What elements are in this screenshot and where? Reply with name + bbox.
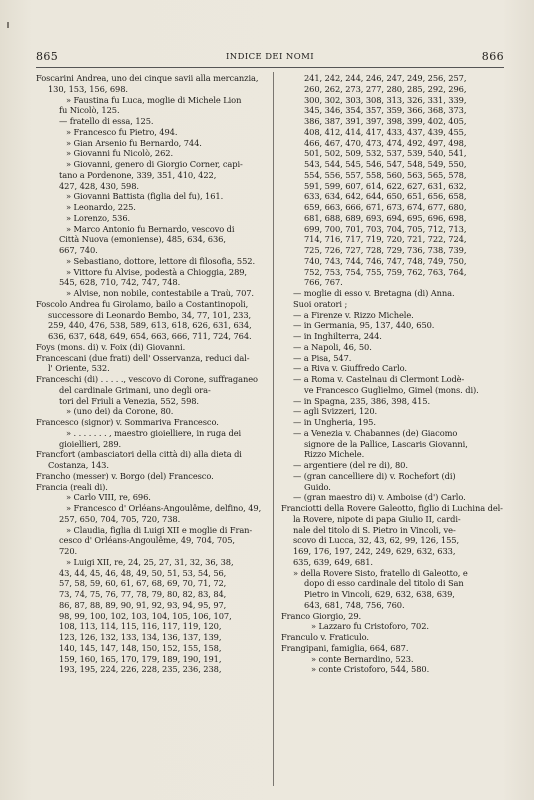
right-entry-line: » conte Cristoforo, 544, 580. (311, 664, 430, 675)
left-entry-line: — fratello di essa, 125. (59, 116, 154, 126)
right-entry-line: Suoi oratori ; (293, 298, 348, 309)
right-entry-line: nale del titolo di S. Pietro in Vincoli, ve- (293, 524, 456, 535)
page-number-right: 866 (481, 50, 504, 63)
right-entry-line: Franculo v. Fraticulo. (281, 632, 369, 642)
left-entry-line: » Giovanni fu Nicolò, 262. (66, 148, 174, 159)
left-entry-line: cesco d' Orléans-Angoulême, 49, 704, 705, (59, 535, 235, 546)
left-entry-line: 43, 44, 45, 46, 48, 49, 50, 51, 53, 54, 56, (59, 567, 227, 578)
left-entry-line: » Giovanni, genero di Giorgio Corner, capi- (66, 159, 243, 169)
right-entry-line: — (gran maestro di) v. Amboise (d') Carlo. (293, 492, 466, 503)
left-entry-line: 545, 628, 710, 742, 747, 748. (59, 277, 181, 288)
right-entry-line: scovo di Lucca, 32, 43, 62, 99, 126, 155, (293, 535, 460, 546)
left-entry-line: Francescani (due frati) dell' Osservanza, reduci dal- (36, 352, 250, 363)
left-entry-line: 123, 126, 132, 133, 134, 136, 137, 139, (59, 632, 222, 642)
left-entry-line: 259, 440, 476, 538, 589, 613, 618, 626, 631, 634, (48, 320, 252, 331)
left-entry-line: » Carlo VIII, re, 696. (66, 492, 151, 503)
left-entry-line: » (uno dei) da Corone, 80. (66, 406, 174, 417)
left-entry-line: del cardinale Grimani, uno degli ora- (59, 384, 211, 395)
index-column-left (36, 73, 269, 675)
left-entry-line: 720. (59, 546, 78, 556)
right-entry-line: 345, 346, 354, 357, 359, 366, 368, 373, (304, 105, 467, 116)
left-entry-line: 73, 74, 75, 76, 77, 78, 79, 80, 82, 83, 84, (59, 589, 227, 599)
left-entry-line: tori del Friuli a Venezia, 552, 598. (59, 395, 199, 406)
right-entry-line: 633, 634, 642, 644, 650, 651, 656, 658, (304, 191, 467, 202)
left-entry-line: 257, 650, 704, 705, 720, 738. (59, 513, 181, 524)
left-entry-line: 193, 195, 224, 226, 228, 235, 236, 238, (59, 664, 222, 675)
left-entry-line: 86, 87, 88, 89, 90, 91, 92, 93, 94, 95, 97, (59, 599, 227, 610)
right-entry-line: ve Francesco Guglielmo, Gimel (mons. di). (304, 384, 479, 395)
right-entry-line: 766, 767. (304, 277, 343, 288)
right-entry-line: — in Inghilterra, 244. (293, 331, 382, 341)
page-header (36, 50, 504, 64)
right-entry-line: » della Rovere Sisto, fratello di Galeotto, e (293, 567, 468, 578)
right-entry-line: — agli Svizzeri, 120. (293, 406, 378, 417)
left-entry-line: 140, 145, 147, 148, 150, 152, 155, 158, (59, 642, 222, 653)
right-entry-line: 408, 412, 414, 417, 433, 437, 439, 455, (304, 126, 467, 137)
right-entry-line: 260, 262, 273, 277, 280, 285, 292, 296, (304, 83, 467, 94)
left-entry-line: » Claudia, figlia di Luigi XII e moglie di Fran- (66, 524, 253, 535)
right-entry-line: signore de la Pallice, Lascaris Giovanni, (304, 438, 468, 449)
running-title: INDICE DEI NOMI (226, 52, 314, 62)
right-entry-line: — a Venezia v. Chabannes (de) Giacomo (293, 427, 458, 438)
left-entry-line: » Giovanni Battista (figlia del fu), 161. (66, 191, 224, 202)
left-entry-line: fu Nicolò, 125. (59, 105, 120, 116)
left-entry-line: » . . . . . . . , maestro gioielliere, in ruga dei (66, 427, 242, 438)
right-entry-line: 300, 302, 303, 308, 313, 326, 331, 339, (304, 94, 467, 105)
right-entry-line: 591, 599, 607, 614, 622, 627, 631, 632, (304, 180, 467, 191)
left-entry-line: tano a Pordenone, 339, 351, 410, 422, (59, 169, 217, 180)
left-entry-line: » Alvise, non nobile, contestabile a Traù, 707. (66, 288, 254, 298)
left-entry-line: 667, 740. (59, 245, 98, 255)
right-entry-line: dopo di esso cardinale del titolo di San (304, 578, 464, 589)
left-entry-line: Francfort (ambasciatori della città di) alla dieta di (36, 449, 242, 460)
right-entry-line: 725, 726, 727, 728, 729, 736, 738, 739, (304, 245, 467, 255)
left-entry-line: 159, 160, 165, 170, 179, 189, 190, 191, (59, 653, 222, 664)
right-entry-line: — in Ungheria, 195. (293, 417, 376, 427)
left-entry-line: 108, 113, 114, 115, 116, 117, 119, 120, (59, 621, 222, 632)
right-entry-line: — a Pisa, 547. (293, 352, 352, 363)
left-entry-line: 636, 637, 648, 649, 654, 663, 666, 711, 724, 764. (48, 331, 252, 341)
right-entry-line: » conte Bernardino, 523. (311, 653, 414, 664)
left-entry-line: » Sebastiano, dottore, lettore di filosofia, 552. (66, 255, 255, 266)
right-entry-line: Frangipani, famiglia, 664, 687. (281, 642, 409, 653)
left-entry-line: » Marco Antonio fu Bernardo, vescovo di (66, 223, 235, 234)
left-entry-line: » Vittore fu Alvise, podestà a Chioggia, 289, (66, 266, 247, 277)
right-entry-line: 681, 688, 689, 693, 694, 695, 696, 698, (304, 212, 467, 223)
header-rule (36, 67, 504, 68)
left-entry-line: » Francesco d' Orléans-Angoulême, delfino, 49, (66, 503, 262, 513)
right-entry-line: » Lazzaro fu Cristoforo, 702. (311, 621, 429, 632)
right-entry-line: 543, 544, 545, 546, 547, 548, 549, 550, (304, 159, 467, 169)
left-entry-line: Costanza, 143. (48, 460, 109, 470)
right-entry-line: Pietro in Vincoli, 629, 632, 638, 639, (304, 589, 455, 599)
right-entry-line: Franciotti della Rovere Galeotto, figlio di Luchina del- (281, 503, 503, 513)
right-entry-line: 241, 242, 244, 246, 247, 249, 256, 257, (304, 73, 467, 83)
left-entry-line: Città Nuova (emoniense), 485, 634, 636, (59, 234, 226, 245)
left-entry-line: » Faustina fu Luca, moglie di Michele Lion (66, 94, 242, 105)
right-entry-line: 699, 700, 701, 703, 704, 705, 712, 713, (304, 223, 467, 234)
left-entry-line: 130, 153, 156, 698. (48, 83, 128, 94)
left-entry-line: 427, 428, 430, 598. (59, 180, 139, 191)
right-entry-line: 466, 467, 470, 473, 474, 492, 497, 498, (304, 137, 467, 148)
right-entry-line: 169, 176, 197, 242, 249, 629, 632, 633, (293, 546, 456, 556)
left-entry-line: l' Oriente, 532. (48, 363, 110, 374)
right-entry-line: 635, 639, 649, 681. (293, 556, 373, 567)
left-entry-line: Francia (reali di). (36, 481, 108, 492)
left-entry-line: Franceschi (di) . . . . ., vescovo di Corone, suffraganeo (36, 374, 258, 384)
right-entry-line: 740, 743, 744, 746, 747, 748, 749, 750, (304, 255, 467, 266)
right-entry-line: 752, 753, 754, 755, 759, 762, 763, 764, (304, 266, 467, 277)
right-entry-line: 501, 502, 509, 532, 537, 539, 540, 541, (304, 148, 467, 159)
right-entry-line: Franco Giorgio, 29. (281, 610, 362, 621)
left-entry-line: Francesco (signor) v. Sommariva Francesco. (36, 417, 219, 427)
right-entry-line: — argentiere (del re di), 80. (293, 460, 408, 470)
left-entry-line: gioiellieri, 289. (59, 438, 122, 449)
right-entry-line: Rizzo Michele. (304, 449, 365, 460)
right-entry-line: — (gran cancelliere di) v. Rochefort (di) (293, 470, 456, 481)
right-entry-line: — a Roma v. Castelnau di Clermont Lodè- (293, 374, 465, 384)
right-entry-line: 554, 556, 557, 558, 560, 563, 565, 578, (304, 169, 467, 180)
edge-mark (7, 22, 9, 28)
left-entry-line: » Francesco fu Pietro, 494. (66, 126, 178, 137)
right-entry-line: la Rovere, nipote di papa Giulio II, cardi- (293, 513, 461, 524)
left-entry-line: Foscolo Andrea fu Girolamo, bailo a Costantinopoli, (36, 298, 249, 309)
left-entry-line: » Gian Arsenio fu Bernardo, 744. (66, 137, 202, 148)
right-entry-line: 386, 387, 391, 397, 398, 399, 402, 405, (304, 116, 467, 126)
left-entry-line: successore di Leonardo Bembo, 34, 77, 101, 233, (48, 309, 252, 320)
left-entry-line: 98, 99, 100, 102, 103, 104, 105, 106, 107, (59, 610, 232, 621)
left-entry-line: » Lorenzo, 536. (66, 212, 131, 223)
right-entry-line: — a Napoli, 46, 50. (293, 341, 372, 352)
right-entry-line: — moglie di esso v. Bretagna (di) Anna. (293, 288, 455, 298)
left-entry-line: Foscarini Andrea, uno dei cinque savii alla mercanzia, (36, 73, 259, 83)
index-column-right (281, 73, 507, 675)
right-entry-line: 714, 716, 717, 719, 720, 721, 722, 724, (304, 234, 467, 245)
left-entry-line: 57, 58, 59, 60, 61, 67, 68, 69, 70, 71, 72, (59, 578, 227, 589)
right-entry-line: Guido. (304, 481, 331, 492)
left-entry-line: Francho (messer) v. Borgo (del) Francesco. (36, 470, 214, 481)
right-entry-line: 643, 681, 748, 756, 760. (304, 599, 405, 610)
right-entry-line: — a Riva v. Giuffredo Carlo. (293, 363, 407, 374)
page-number-left: 865 (36, 50, 59, 63)
right-entry-line: — in Germania, 95, 137, 440, 650. (293, 320, 435, 331)
right-entry-line: — in Spagna, 235, 386, 398, 415. (293, 395, 430, 406)
left-entry-line: » Leonardo, 225. (66, 202, 136, 212)
left-entry-line: » Luigi XII, re, 24, 25, 27, 31, 32, 36, 38, (66, 556, 234, 567)
column-separator (273, 72, 274, 786)
right-entry-line: — a Firenze v. Rizzo Michele. (293, 309, 414, 320)
left-entry-line: Foys (mons. di) v. Foix (di) Giovanni. (36, 341, 186, 352)
right-entry-line: 659, 663, 666, 671, 673, 674, 677, 680, (304, 202, 467, 212)
